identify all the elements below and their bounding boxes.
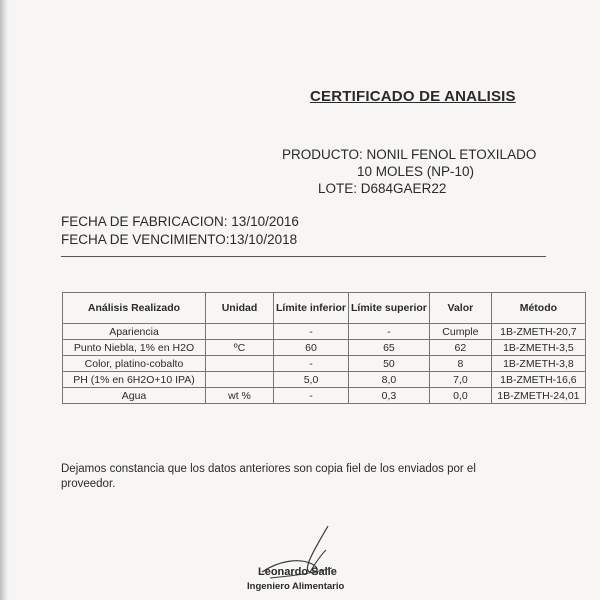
- header-lower-limit: Límite inferior: [274, 293, 349, 324]
- cell-method: 1B-ZMETH-24,01: [491, 388, 585, 404]
- table-header-row: [63, 293, 586, 324]
- header-upper-limit: Límite superior: [349, 293, 430, 324]
- cell-unit: [206, 372, 274, 388]
- fabrication-date-label: FECHA DE FABRICACION:: [61, 214, 228, 229]
- product-name-line2: 10 MOLES (NP-10): [357, 164, 475, 179]
- cell-value: 0,0: [429, 388, 491, 404]
- cell-unit: [206, 356, 274, 372]
- fabrication-date-value: 13/10/2016: [231, 214, 299, 229]
- statement-text: Dejamos constancia que los datos anteriores son copia fiel de los enviados por el proveedor.: [61, 463, 476, 490]
- cell-upper-limit: 0,3: [349, 388, 430, 404]
- cell-lower-limit: 60: [274, 340, 349, 356]
- signatory-role: Ingeniero Alimentario: [247, 581, 345, 592]
- product-name-line1: NONIL FENOL ETOXILADO: [366, 147, 537, 162]
- cell-lower-limit: -: [274, 324, 349, 340]
- cell-unit: ºC: [206, 340, 274, 356]
- cell-analysis: Punto Niebla, 1% en H2O: [63, 340, 206, 356]
- cell-unit: [206, 324, 274, 340]
- dates-block: [61, 213, 299, 249]
- table-row: [63, 372, 586, 388]
- signatory-name: Leonardo Salle: [258, 566, 337, 578]
- header-method: Método: [491, 293, 585, 324]
- cell-analysis: Apariencia: [63, 324, 206, 340]
- header-value: Valor: [429, 293, 491, 324]
- cell-upper-limit: 65: [349, 340, 430, 356]
- lot-label: LOTE:: [318, 181, 358, 196]
- cell-method: 1B-ZMETH-20,7: [491, 324, 585, 340]
- lot-value: D684GAER22: [360, 181, 447, 196]
- cell-value: 7,0: [429, 372, 491, 388]
- cell-value: 8: [429, 356, 491, 372]
- cell-analysis: Color, platino-cobalto: [63, 356, 206, 372]
- expiry-date-value: 13/10/2018: [229, 232, 298, 247]
- document-title: CERTIFICADO DE ANALISIS: [310, 88, 516, 105]
- cell-method: 1B-ZMETH-16,6: [491, 372, 585, 388]
- cell-analysis: Agua: [63, 388, 206, 404]
- product-block: [282, 146, 536, 197]
- cell-lower-limit: -: [274, 388, 349, 404]
- cell-unit: wt %: [206, 388, 274, 404]
- cell-upper-limit: 50: [349, 356, 430, 372]
- table-row: [63, 388, 586, 404]
- table-row: [63, 356, 586, 372]
- cell-method: 1B-ZMETH-3,8: [491, 356, 585, 372]
- cell-upper-limit: 8,0: [349, 372, 430, 388]
- expiry-date-label: FECHA DE VENCIMIENTO:: [61, 232, 230, 247]
- cell-lower-limit: 5,0: [274, 372, 349, 388]
- cell-lower-limit: -: [274, 356, 349, 372]
- horizontal-rule: [61, 256, 546, 257]
- scan-edge-shadow: [0, 0, 9, 600]
- header-unit: Unidad: [206, 293, 274, 324]
- product-label: PRODUCTO:: [282, 147, 363, 162]
- cell-method: 1B-ZMETH-3,5: [491, 340, 585, 356]
- table-row: [63, 324, 586, 340]
- cell-analysis: PH (1% en 6H2O+10 IPA): [63, 372, 206, 388]
- analysis-table: [62, 292, 586, 404]
- cell-value: 62: [429, 340, 491, 356]
- cell-upper-limit: -: [349, 324, 430, 340]
- expiry-date-row: [61, 231, 299, 249]
- fabrication-date-row: [61, 213, 299, 231]
- table-row: [63, 340, 586, 356]
- header-analysis: Análisis Realizado: [63, 293, 206, 324]
- cell-value: Cumple: [429, 324, 491, 340]
